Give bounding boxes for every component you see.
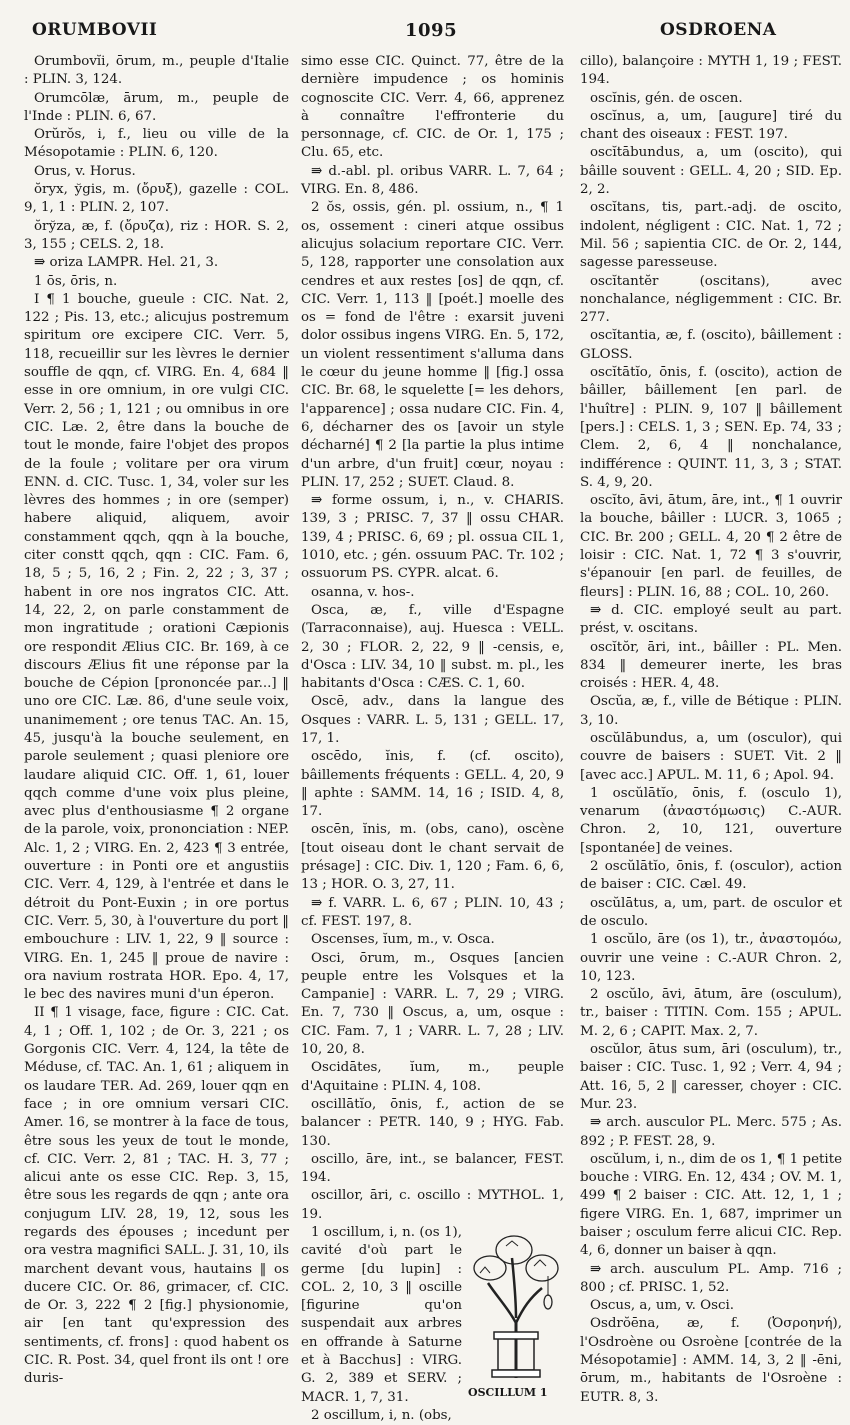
entry: 1 ōs, ōris, n. xyxy=(34,273,118,289)
entry: oscĭtans, tis, part.-adj. de oscito, indolent, négligent : CIC. Nat. 1, 72 ; Mil. 56 ; sapientia CIC. de Or. 2, 144, sagesse paresseuse. xyxy=(580,200,842,271)
entry: 2 oscŭlātĭo, ōnis, f. (osculor), action de baiser : CIC. Cæl. 49. xyxy=(580,859,842,893)
entry-continuation: simo esse CIC. Quinct. 77, être de la dernière impudence ; os hominis cognoscite CIC. Verr. 4, 66, apprenez à connaître l'effronterie du personnage, cf. CIC. de Or. 1, 175 ; Clu. 65, etc. xyxy=(301,54,564,161)
entry: 2 oscŭlo, āvi, ātum, āre (osculum), tr., baiser : TITIN. Com. 155 ; APUL. M. 2, 6 ; CAPIT. Max. 2, 7. xyxy=(580,987,842,1039)
entry-sense: II ¶ 1 visage, face, figure : CIC. Cat. 4, 1 ; Off. 1, 102 ; de Or. 3, 221 ; os Gorgonis CIC. Verr. 4, 124, la tête de Méduse, cf. TAC. An. 1, 61 ; aliquem in os laudare TER. Ad. 269, louer qqn en face ; in ore omnium versari CIC. Amer. 16, se montrer à la face de tous, être sous les yeux de tout le monde, cf. CIC. Verr. 2, 81 ; TAC. H. 3, 77 ; alicui ante os esse CIC. Rep. 3, 15, être sous les regards de qqn ; ante ora conjugum LIV. 28, 19, 12, sous les regards des épouses ; incedunt per ora vestra magnifici SALL. J. 31, 10, ils marchent devant vous, hautains ‖ os ducere CIC. Or. 86, grimacer, cf. CIC. de Or. 3, 222 ¶ 2 [fig.] physionomie, air [en tant qu'expression des sentiments, cf. frons] : quod habent os CIC. R. Post. 34, quel front ils ont ! ore duris- xyxy=(24,1005,289,1387)
entry: oscēn, ĭnis, m. (obs, cano), oscène [tout oiseau dont le chant servait de présage] : CIC. Div. 1, 120 ; Fam. 6, 6, 13 ; HOR. O. 3, 27, 11. xyxy=(301,822,564,893)
entry-note: ⇛ d. CIC. employé seult au part. prést, v. oscitans. xyxy=(580,602,842,637)
entry: ŏrўza, æ, f. (ὄρυζα), riz : HOR. S. 2, 3, 155 ; CELS. 2, 18. xyxy=(24,218,289,252)
entry: oscŭlum, i, n., dim de os 1, ¶ 1 petite bouche : VIRG. En. 12, 434 ; OV. M. 1, 499 ¶ 2 baiser : CIC. Att. 12, 1, 1 ; figere VIRG. En. 1, 687, imprimer un baiser ; osculum ferre alicui CIC. Rep. 4, 6, donner un baiser à qqn. xyxy=(580,1151,842,1259)
entry: Oscus, a, um, v. Osci. xyxy=(590,1298,735,1314)
entry: 1 oscŭlo, āre (os 1), tr., ἀναστομόω, ouvrir une veine : C.-AUR Chron. 2, 10, 123. xyxy=(580,932,842,984)
entry: Orŭrŏs, i, f., lieu ou ville de la Mésopotamie : PLIN. 6, 120. xyxy=(24,127,289,161)
entry-sense: I ¶ 1 bouche, gueule : CIC. Nat. 2, 122 ; Pis. 13, etc.; alicujus postremum spiritum ore excipere CIC. Verr. 5, 118, recueillir sur les lèvres le dernier souffle de qqn, cf. VIRG. En. 4, 684 ‖ esse in ore omnium, in ore vulgi CIC. Verr. 2, 56 ; 1, 121 ; ou omnibus in ore CIC. Læ. 2, être dans la bouche de tout le monde, faire l'objet des propos de la foule ; volitare per ora virum ENN. d. CIC. Tusc. 1, 34, voler sur les lèvres des hommes ; in ore (semper) habere aliquid, aliquem, avoir constamment qqch, qqn à la bouche, citer constt qqch, qqn : CIC. Fam. 6, 18, 5 ; 5, 16, 2 ; Fin. 2, 22 ; 3, 37 ; habent in ore nos ingratos CIC. Att. 14, 22, 2, on parle constamment de mon ingratitude ; orationi Cæpionis ore respondit Ælius CIC. Br. 169, à ce discours Ælius fit une réponse par la bouche de Cépion [prononcée par...] ‖ uno ore CIC. Læ. 86, d'une seule voix, unanimement ; ore tenus TAC. An. 15, 45, jusqu'à la bouche seulement, en parole seulement ; quasi pleniore ore laudare aliquid CIC. Off. 1, 61, louer qqch comme d'une voix plus pleine, avec plus d'enthousiasme ¶ 2 organe de la parole, voix, prononciation : NEP. Alc. 1, 2 ; VIRG. En. 2, 423 ¶ 3 entrée, ouverture : in Ponti ore et angustiis CIC. Verr. 4, 129, à l'entrée et dans le détroit du Pont-Euxin ; in ore portus CIC. Verr. 5, 30, à l'ouverture du port ‖ embouchure : LIV. 1, 22, 9 ‖ source : VIRG. En. 1, 245 ‖ proue de navire : ora navium rostrata HOR. Epo. 4, 17, le bec des navires muni d'un éperon. xyxy=(24,291,289,1003)
entry: oscĭnus, a, um, [augure] tiré du chant des oiseaux : FEST. 197. xyxy=(580,108,842,143)
entry: oscŭlābundus, a, um (osculor), qui couvre de baisers : SUET. Vit. 2 ‖ [avec acc.] APUL. M. 11, 6 ; Apol. 94. xyxy=(580,730,842,783)
entry: ŏryx, ўgis, m. (ὄρυξ), gazelle : COL. 9, 1, 1 : PLIN. 2, 107. xyxy=(24,182,289,216)
entry: Oscidātes, ĭum, m., peuple d'Aquitaine : PLIN. 4, 108. xyxy=(301,1060,564,1094)
entry: oscillo, āre, int., se balancer, FEST. 194. xyxy=(301,1151,564,1186)
entry-note: ⇛ arch. ausculum PL. Amp. 716 ; 800 ; cf. PRISC. 1, 52. xyxy=(580,1261,842,1295)
entry-note: ⇛ d.-abl. pl. oribus VARR. L. 7, 64 ; VIRG. En. 8, 486. xyxy=(301,163,564,198)
entry: 1 oscŭlātĭo, ōnis, f. (osculo 1), venarum (ἀναστόμωσις) C.-AUR. Chron. 2, 10, 121, ouverture [spontanée] de veines. xyxy=(580,785,842,856)
entry: 2 ŏs, ossis, gén. pl. ossium, n., ¶ 1 os, ossement : cineri atque ossibus alicujus solacium reportare CIC. Verr. 5, 128, rapporter une consolation aux cendres et aux restes [os] de qqn, cf. CIC. Verr. 1, 113 ‖ [poét.] moelle des os = fond de l'être : exarsit juveni dolor ossibus ingens VIRG. En. 5, 172, un violent ressentiment s'alluma dans le cœur du jeune homme ‖ [fig.] ossa CIC. Br. 68, le squelette [= les dehors, l'apparence] ; ossa nudare CIC. Fin. 4, 6, décharner des os [avoir un style décharné] ¶ 2 [la partie la plus intime d'un arbre, d'un fruit] cœur, noyau : PLIN. 17, 252 ; SUET. Claud. 8. xyxy=(301,200,564,490)
entry: oscĭtābundus, a, um (oscito), qui bâille souvent : GELL. 4, 20 ; SID. Ep. 2, 2. xyxy=(580,145,842,198)
figure-caption: OSCILLUM 1 xyxy=(468,1386,548,1400)
entry: oscŭlor, ātus sum, āri (osculum), tr., baiser : CIC. Tusc. 1, 92 ; Verr. 4, 94 ; Att. 16, 5, 2 ‖ caresser, choyer : CIC. Mur. 23. xyxy=(580,1042,842,1112)
entry: Osca, æ, f., ville d'Espagne (Tarraconnaise), auj. Huesca : VELL. 2, 30 ; FLOR. 2, 22, 9 ‖ -censis, e, d'Osca : LIV. 34, 10 ‖ subst. m. pl., les habitants d'Osca : CÆS. C. 1, 60. xyxy=(301,602,564,692)
entry: oscĭnis, gén. de oscen. xyxy=(590,90,743,106)
entry-continuation: cillo), balançoire : MYTH 1, 19 ; FEST. 194. xyxy=(580,54,842,88)
column-right xyxy=(580,53,842,1405)
entry: Orus, v. Horus. xyxy=(34,163,136,179)
column-middle xyxy=(301,53,564,1423)
column-left xyxy=(24,53,289,1387)
entry: Oscŭa, æ, f., ville de Bétique : PLIN. 3, 10. xyxy=(580,694,842,728)
entry: oscēdo, ĭnis, f. (cf. oscito), bâillements fréquents : GELL. 4, 20, 9 ‖ aphte : SAMM. 14, 16 ; ISID. 4, 8, 17. xyxy=(301,749,564,820)
entry: oscĭto, āvi, ātum, āre, int., ¶ 1 ouvrir la bouche, bâiller : LUCR. 3, 1065 ; CIC. Br. 200 ; GELL. 4, 20 ¶ 2 être de loisir : CIC. Nat. 1, 72 ¶ 3 s'ouvrir, s'épanouir [en parl. de feuilles, de fleurs] : PLIN. 16, 88 ; COL. 10, 260. xyxy=(580,493,842,600)
entry-note: ⇛ oriza LAMPR. Hel. 21, 3. xyxy=(34,255,219,271)
entry: Osci, ōrum, m., Osques [ancien peuple entre les Volsques et la Campanie] : VARR. L. 7, 29 ; VIRG. En. 7, 730 ‖ Oscus, a, um, osque : CIC. Fam. 7, 1 ; VARR. L. 7, 28 ; LIV. 10, 20, 8. xyxy=(301,950,564,1058)
entry-note: ⇛ arch. ausculor PL. Merc. 575 ; As. 892 ; P. FEST. 28, 9. xyxy=(580,1115,842,1149)
entry: 1 oscillum, i, n. (os 1), cavité d'où part le germe [du lupin] : COL. 2, 10, 3 ‖ oscille [figurine qu'on suspendait aux arbres en offrande à Saturne et à Bacchus] : VIRG. G. 2, 389 et SERV. ; MACR. 1, 7, 31. xyxy=(301,1225,462,1405)
entry: Oscē, adv., dans la langue des Osques : VARR. L. 5, 131 ; GELL. 17, 17, 1. xyxy=(301,694,564,746)
entry: oscĭtātĭo, ōnis, f. (oscito), action de bâiller, bâillement [en parl. de l'huître] : PLIN. 9, 107 ‖ bâillement [pers.] : CELS. 1, 3 ; SEN. Ep. 74, 33 ; Clem. 2, 6, 4 ‖ nonchalance, indifférence : QUINT. 11, 3, 3 ; STAT. S. 4, 9, 20. xyxy=(580,365,842,490)
entry: osanna, v. hos-. xyxy=(311,584,415,600)
entry-note: ⇛ forme ossum, i, n., v. CHARIS. 139, 3 ; PRISC. 7, 37 ‖ ossu CHAR. 139, 4 ; PRISC. 6, 69 ; pl. ossua CIL 1, 1010, etc. ; gén. ossuum PAC. Tr. 102 ; ossuorum PS. CYPR. alcat. 6. xyxy=(301,493,564,582)
entry: 2 oscillum, i, n. (obs, xyxy=(311,1407,452,1423)
entry: oscillātĭo, ōnis, f., action de se balancer : PETR. 140, 9 ; HYG. Fab. 130. xyxy=(301,1096,564,1149)
entry-note: ⇛ f. VARR. L. 6, 67 ; PLIN. 10, 43 ; cf. FEST. 197, 8. xyxy=(301,895,564,929)
entry: oscillor, āri, c. oscillo : MYTHOL. 1, 19. xyxy=(301,1188,564,1222)
entry: Orumcōlæ, ārum, m., peuple de l'Inde : PLIN. 6, 67. xyxy=(24,90,289,124)
entry: oscĭtantia, æ, f. (oscito), bâillement : GLOSS. xyxy=(580,328,842,362)
tree-figurine-icon xyxy=(468,1228,564,1378)
entry: Osdrŏēna, æ, f. (Ὀσροηνή), l'Osdroène ou Osroène [contrée de la Mésopotamie] : AMM. 14, 3, 2 ‖ -ēni, ōrum, m., habitants de l'Osroène : EUTR. 8, 3. xyxy=(580,1316,842,1405)
entry: oscŭlātus, a, um, part. de osculor et de osculo. xyxy=(580,895,842,929)
oscillum-illustration xyxy=(468,1228,564,1400)
running-head-right: OSDROENA xyxy=(660,20,777,40)
entry: Oscenses, ĭum, m., v. Osca. xyxy=(311,932,495,948)
entry: Orumbovĭi, ōrum, m., peuple d'Italie : PLIN. 3, 124. xyxy=(24,54,289,88)
page-number: 1095 xyxy=(405,20,458,41)
running-head-left: ORUMBOVII xyxy=(32,20,158,40)
entry: oscĭtŏr, āri, int., bâiller : PL. Men. 834 ‖ demeurer inerte, les bras croisés : HER. 4, 48. xyxy=(580,639,842,692)
entry: oscĭtantĕr (oscitans), avec nonchalance, négligemment : CIC. Br. 277. xyxy=(580,273,842,326)
